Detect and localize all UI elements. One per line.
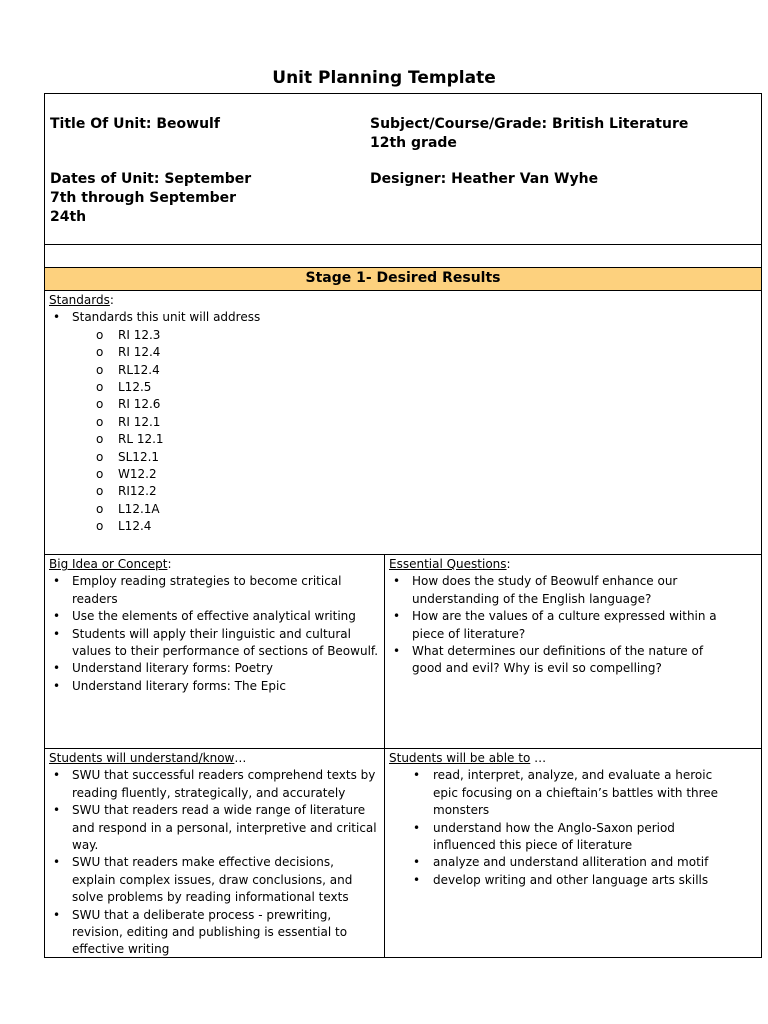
big-idea-item: • Understand literary forms: The Epic <box>49 678 379 695</box>
understand-item: • SWU that a deliberate process - prewriting, revision, editing and publishing is essential to effective writing <box>49 907 379 959</box>
stage-1-label: Stage 1- Desired Results <box>305 270 501 286</box>
essential-questions-section: Essential Questions: • How does the study of Beowulf enhance our understanding of the English language? • How are the values of a culture expressed within a piece of literature? • What determines our definitions of the nature of good and evil? Why is evil so compelling? <box>389 556 727 678</box>
understand-list <box>49 767 379 958</box>
middle-divider <box>44 748 762 749</box>
designer <box>370 170 755 189</box>
essential-question-item: • How are the values of a culture expressed within a piece of literature? <box>389 608 727 643</box>
essential-question-item: • What determines our definitions of the nature of good and evil? Why is evil so compelling? <box>389 643 727 678</box>
big-idea-item: • Understand literary forms: Poetry <box>49 660 379 677</box>
able-to-item: • develop writing and other language arts skills <box>389 872 729 889</box>
standards-section: Standards: • Standards this unit will address o RI 12.3 o RI 12.4 o RL12.4 o L12.5 o RI 12.6 o RI 12.1 o RL 12.1 o SL12.1 o W12.2 o RI12.2 o L12.1A o L12.4 <box>49 292 749 536</box>
standards-list <box>49 309 749 535</box>
stage-1-banner <box>45 267 761 291</box>
dates-of-unit <box>50 170 360 227</box>
standard-item: o RI12.2 <box>96 483 749 500</box>
column-divider <box>384 554 385 958</box>
understand-item: • SWU that readers read a wide range of literature and respond in a personal, interpretive and critical way. <box>49 802 379 854</box>
subject-line-2: 12th grade <box>370 135 457 151</box>
standard-item: o RL 12.1 <box>96 431 749 448</box>
standards-divider <box>44 554 762 555</box>
essential-questions-list <box>389 573 727 677</box>
able-to-list <box>389 767 729 889</box>
understand-item: • SWU that successful readers comprehend texts by reading fluently, strategically, and accurately <box>49 767 379 802</box>
standards-bullet: • Standards this unit will address o RI 12.3 o RI 12.4 o RL12.4 o L12.5 o RI 12.6 o RI 12.1 o RL 12.1 o SL12.1 o W12.2 o RI12.2 o L12.1A o L12.4 <box>49 309 749 535</box>
standard-item: o W12.2 <box>96 466 749 483</box>
subject-course-grade <box>370 115 755 153</box>
dates-line-1: Dates of Unit: September <box>50 171 252 187</box>
understand-heading: Students will understand/know <box>49 751 235 765</box>
standard-item: o SL12.1 <box>96 449 749 466</box>
big-idea-section: Big Idea or Concept: • Employ reading strategies to become critical readers • Use the elements of effective analytical writing • Students will apply their linguistic and cultural values to their performance of sections of Beowulf. • Understand literary forms: Poetry • Understand literary forms: The Epic <box>49 556 379 695</box>
able-to-heading: Students will be able to <box>389 751 531 765</box>
big-idea-item: • Students will apply their linguistic and cultural values to their performance of sections of Beowulf. <box>49 626 379 661</box>
standard-item: o RI 12.3 <box>96 327 749 344</box>
essential-questions-heading: Essential Questions <box>389 557 507 571</box>
standard-item: o L12.4 <box>96 518 749 535</box>
standard-item: o L12.1A <box>96 501 749 518</box>
dates-line-3: 24th <box>50 209 87 225</box>
standards-heading: Standards <box>49 293 110 307</box>
able-to-item: • analyze and understand alliteration and motif <box>389 854 729 871</box>
dates-line-2: 7th through September <box>50 190 237 206</box>
able-to-item: • read, interpret, analyze, and evaluate a heroic epic focusing on a chieftain’s battles with three monsters <box>389 767 729 819</box>
understand-item: • SWU that readers make effective decisions, explain complex issues, draw conclusions, and solve problems by reading informational texts <box>49 854 379 906</box>
standards-codes <box>72 327 749 536</box>
title-of-unit-text: Title Of Unit: Beowulf <box>50 116 220 132</box>
document-title: Unit Planning Template <box>272 68 496 88</box>
big-idea-item: • Use the elements of effective analytical writing <box>49 608 379 625</box>
header-divider <box>44 244 762 245</box>
big-idea-heading: Big Idea or Concept <box>49 557 168 571</box>
essential-question-item: • How does the study of Beowulf enhance our understanding of the English language? <box>389 573 727 608</box>
standard-item: o RI 12.1 <box>96 414 749 431</box>
understand-section: Students will understand/know… • SWU that successful readers comprehend texts by reading fluently, strategically, and accurately • SWU that readers read a wide range of literature and respond in a personal, interpretive and critical way. • SWU that readers make effective decisions, explain complex issues, draw conclusions, and solve problems by reading informational texts • SWU that a deliberate process - prewriting, revision, editing and publishing is essential to effective writing <box>49 750 379 959</box>
title-of-unit <box>50 115 370 134</box>
standard-item: o RL12.4 <box>96 362 749 379</box>
big-idea-list <box>49 573 379 695</box>
able-to-section: Students will be able to … • read, interpret, analyze, and evaluate a heroic epic focusing on a chieftain’s battles with three monsters • understand how the Anglo-Saxon period influenced this piece of literature • analyze and understand alliteration and motif • develop writing and other language arts skills <box>389 750 729 889</box>
standard-item: o RI 12.4 <box>96 344 749 361</box>
standard-item: o L12.5 <box>96 379 749 396</box>
able-to-item: • understand how the Anglo-Saxon period influenced this piece of literature <box>389 820 729 855</box>
designer-text: Designer: Heather Van Wyhe <box>370 171 599 187</box>
subject-line-1: Subject/Course/Grade: British Literature <box>370 116 689 132</box>
big-idea-item: • Employ reading strategies to become critical readers <box>49 573 379 608</box>
standard-item: o RI 12.6 <box>96 396 749 413</box>
